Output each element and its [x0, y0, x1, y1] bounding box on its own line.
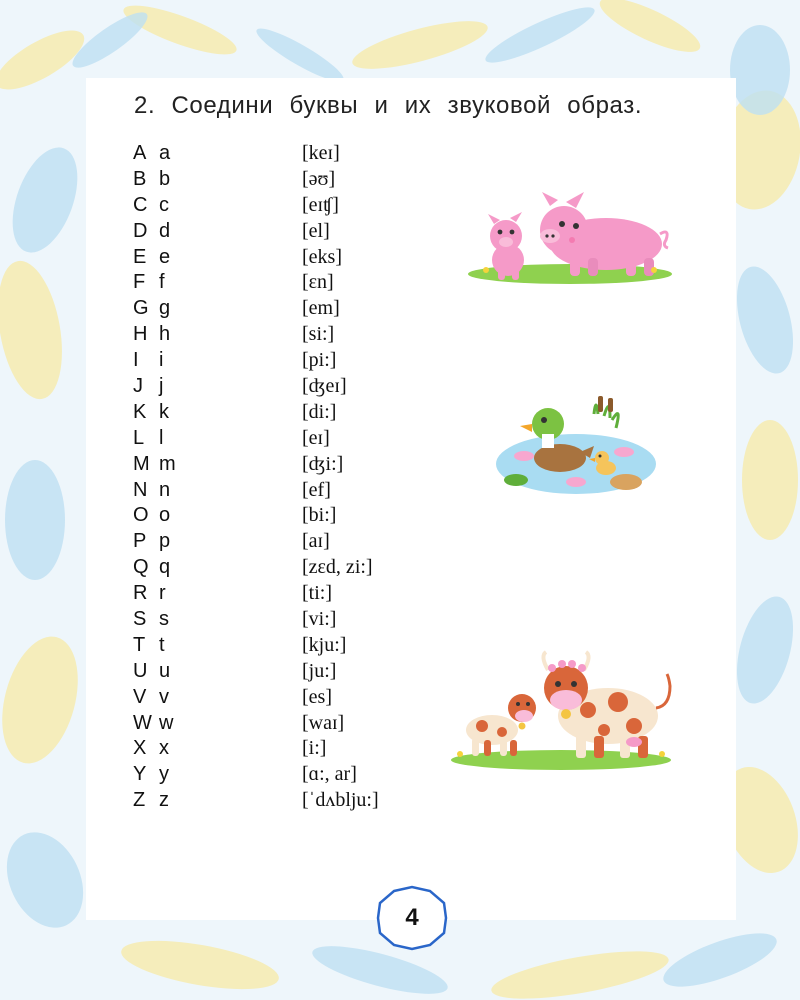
lowercase-letter: c — [159, 193, 169, 216]
sound-transcription: [si:] — [302, 323, 335, 346]
sound-transcription: [keɪ] — [302, 142, 340, 164]
uppercase-letter: S — [133, 608, 147, 631]
sound-transcription: [ju:] — [302, 659, 337, 682]
letter-pair — [133, 426, 176, 452]
lowercase-letter: h — [159, 323, 171, 346]
letter-pair — [133, 374, 176, 400]
sound-transcription: [vi:] — [302, 608, 337, 631]
sound-transcription: [pi:] — [302, 349, 337, 372]
letter-pair — [133, 659, 176, 685]
lowercase-letter: g — [159, 297, 171, 320]
letter-pair — [133, 529, 176, 555]
uppercase-letter: J — [133, 375, 143, 398]
letter-pair — [133, 478, 176, 504]
exercise-title: 2. Соедини буквы и их звуковой образ. — [134, 92, 643, 119]
uppercase-letter: T — [133, 633, 146, 656]
sound-transcription: [zɛd, zi:] — [302, 556, 373, 579]
sound-transcription: [di:] — [302, 400, 337, 423]
letter-pair — [133, 452, 176, 478]
uppercase-letter: E — [133, 245, 147, 268]
uppercase-letter: Z — [133, 789, 146, 812]
uppercase-letter: R — [133, 582, 148, 605]
sound-transcription: [kju:] — [302, 633, 347, 656]
page-number: 4 — [405, 904, 419, 931]
sound-transcription: [eks] — [302, 245, 342, 268]
letter-pair — [133, 141, 176, 167]
sounds-column — [302, 141, 379, 814]
lowercase-letter: n — [159, 478, 171, 501]
sound-transcription: [ɛn] — [302, 271, 334, 294]
lowercase-letter: s — [159, 608, 169, 631]
uppercase-letter: Y — [133, 763, 147, 786]
uppercase-letter: L — [133, 426, 145, 449]
lowercase-letter: e — [159, 245, 171, 268]
uppercase-letter: V — [133, 685, 147, 708]
sound-transcription: [ʤi:] — [302, 452, 344, 475]
letter-pair — [133, 167, 176, 193]
uppercase-letter: Q — [133, 556, 149, 579]
letter-pair — [133, 607, 176, 633]
sound-transcription: [ef] — [302, 478, 331, 501]
lowercase-letter: w — [159, 711, 174, 734]
letter-pair — [133, 348, 176, 374]
sound-transcription: [ʤeɪ] — [302, 375, 347, 398]
lowercase-letter: j — [159, 375, 164, 398]
ducks-icon — [494, 394, 658, 498]
sound-transcription: [ti:] — [302, 582, 332, 605]
letter-pair — [133, 270, 176, 296]
lowercase-letter: b — [159, 167, 171, 190]
sound-transcription: [ˈdʌblju:] — [302, 789, 379, 812]
uppercase-letter: O — [133, 504, 149, 527]
lowercase-letter: o — [159, 504, 171, 527]
lowercase-letter: a — [159, 142, 171, 164]
letter-pair — [133, 245, 176, 271]
letter-pair — [133, 788, 176, 814]
lowercase-letter: r — [159, 582, 166, 605]
uppercase-letter: N — [133, 478, 148, 501]
sound-transcription: [eɪ] — [302, 426, 330, 449]
letter-pair — [133, 219, 176, 245]
lowercase-letter: p — [159, 530, 171, 553]
letter-pair — [133, 322, 176, 348]
sound-transcription: [em] — [302, 297, 340, 320]
lowercase-letter: f — [159, 271, 165, 294]
lowercase-letter: l — [159, 426, 164, 449]
lowercase-letter: d — [159, 219, 171, 242]
sound-transcription: [es] — [302, 685, 332, 708]
letter-pair — [133, 633, 176, 659]
uppercase-letter: B — [133, 167, 147, 190]
sound-transcription: [ɑ:, ar] — [302, 763, 357, 786]
lowercase-letter: z — [159, 789, 169, 812]
lowercase-letter: v — [159, 685, 169, 708]
lowercase-letter: m — [159, 452, 176, 475]
uppercase-letter: D — [133, 219, 148, 242]
page-number-badge — [374, 883, 450, 953]
sound-transcription: [bi:] — [302, 504, 337, 527]
lowercase-letter: i — [159, 349, 164, 372]
uppercase-letter: A — [133, 142, 147, 164]
uppercase-letter: M — [133, 452, 150, 475]
uppercase-letter: W — [133, 711, 152, 734]
lowercase-letter: k — [159, 400, 169, 423]
letter-pair — [133, 762, 176, 788]
sound-transcription: [waɪ] — [302, 711, 345, 734]
letter-pair — [133, 555, 176, 581]
lowercase-letter: t — [159, 633, 165, 656]
uppercase-letter: C — [133, 193, 148, 216]
sound-transcription: [aɪ] — [302, 530, 330, 553]
pigs-icon — [466, 190, 674, 286]
uppercase-letter: P — [133, 530, 147, 553]
letter-pair — [133, 503, 176, 529]
cows-icon — [448, 650, 674, 772]
letters-column — [133, 141, 176, 814]
uppercase-letter: I — [133, 349, 139, 372]
sound-transcription: [i:] — [302, 737, 327, 760]
uppercase-letter: F — [133, 271, 146, 294]
letter-pair — [133, 193, 176, 219]
uppercase-letter: X — [133, 737, 147, 760]
uppercase-letter: U — [133, 659, 148, 682]
uppercase-letter: K — [133, 400, 147, 423]
uppercase-letter: G — [133, 297, 149, 320]
letter-pair — [133, 400, 176, 426]
lowercase-letter: x — [159, 737, 169, 760]
letter-pair — [133, 296, 176, 322]
letter-pair — [133, 581, 176, 607]
sound-transcription: [eɪʧ] — [302, 193, 339, 216]
sound-transcription: [əʊ] — [302, 167, 336, 190]
lowercase-letter: q — [159, 556, 171, 579]
lowercase-letter: u — [159, 659, 171, 682]
letter-pair — [133, 736, 176, 762]
letter-pair — [133, 685, 176, 711]
lowercase-letter: y — [159, 763, 169, 786]
letter-pair — [133, 711, 176, 737]
uppercase-letter: H — [133, 323, 148, 346]
sound-transcription: [el] — [302, 219, 330, 242]
